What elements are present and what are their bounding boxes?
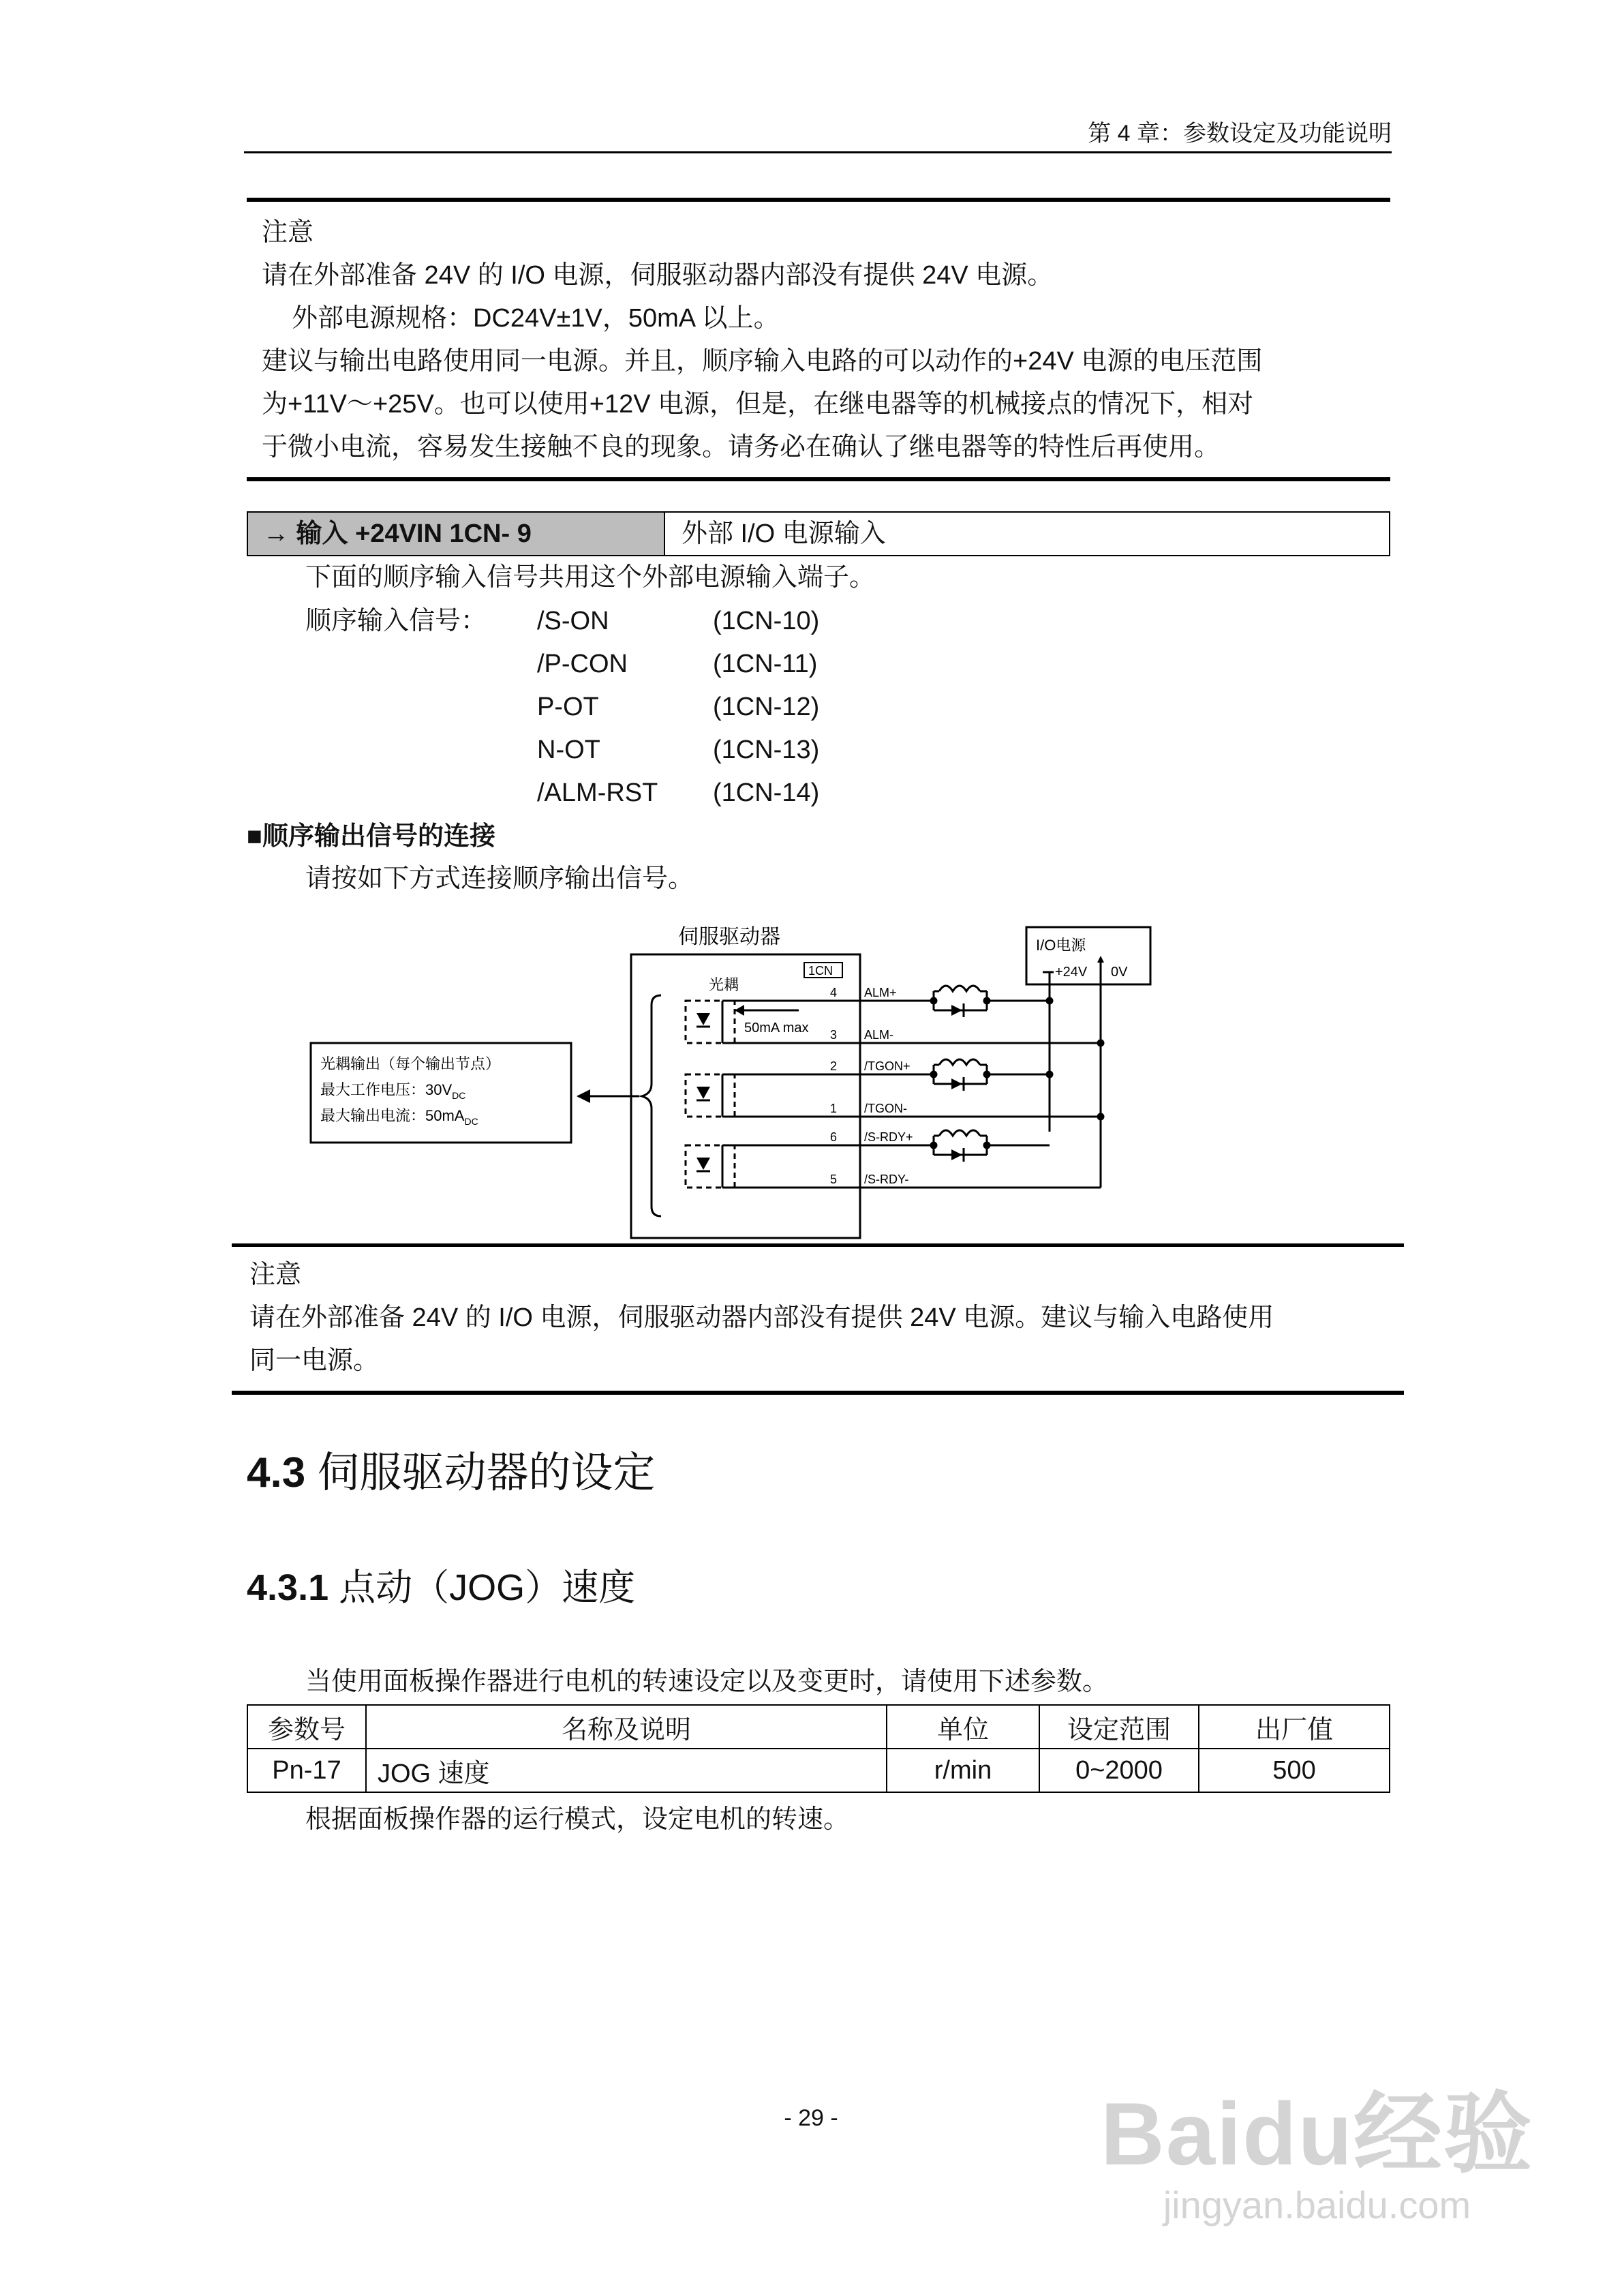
relay-1 — [931, 982, 990, 1020]
signal-pin: (1CN-13) — [713, 736, 820, 764]
relay-3 — [931, 1126, 990, 1164]
signal-pin: (1CN-14) — [713, 779, 820, 807]
signal-name: N-OT — [537, 736, 600, 764]
signal-name: /ALM-RST — [537, 779, 658, 807]
note-title: 注意 — [262, 218, 314, 247]
table-header-cell: 单位 — [887, 1705, 1039, 1749]
v24-label: +24V — [1055, 965, 1088, 980]
signal-pin: (1CN-11) — [713, 650, 818, 678]
note-box-bottom — [232, 1243, 1404, 1395]
page-number: - 29 - — [784, 2105, 838, 2131]
table-row — [247, 1749, 1390, 1792]
coupler-2 — [686, 1074, 735, 1117]
section-heading-4-3: 4.3 伺服驱动器的设定 — [247, 1449, 656, 1496]
svg-text:最大输出电流：50mADC — [320, 1107, 478, 1127]
signal-label: 顺序输入信号： — [305, 607, 487, 635]
pin-name: ALM- — [864, 1028, 894, 1042]
output-brace — [642, 995, 661, 1216]
signal-pin: (1CN-10) — [713, 607, 820, 635]
note-line: 同一电源。 — [249, 1346, 380, 1375]
body-text: 下面的顺序输入信号共用这个外部电源输入端子。 — [305, 563, 876, 592]
current-arrow-head — [735, 1005, 744, 1016]
signal-name: /S-ON — [537, 607, 609, 635]
pin-name: /S-RDY- — [864, 1173, 909, 1186]
watermark — [1101, 2086, 1533, 2229]
note-line: 于微小电流，容易发生接触不良的现象。请务必在确认了继电器等的特性后再使用。 — [262, 433, 1221, 462]
table-cell: r/min — [887, 1749, 1039, 1792]
coupler-3 — [686, 1145, 735, 1188]
table-header-cell: 名称及说明 — [366, 1705, 887, 1749]
note-line: 为+11V～+25V。也可以使用+12V 电源，但是，在继电器等的机械接点的情况下，相对 — [262, 390, 1254, 419]
driver-label: 伺服驱动器 — [678, 926, 780, 948]
info-sub: DC — [464, 1116, 478, 1127]
pin-num: 4 — [830, 986, 838, 999]
io-power-box — [1026, 927, 1150, 984]
param-after-text: 根据面板操作器的运行模式，设定电机的转速。 — [305, 1805, 850, 1834]
table-header-cell: 出厂值 — [1199, 1705, 1390, 1749]
section-heading-output: ■顺序输出信号的连接 — [247, 822, 495, 851]
table-header-cell: 设定范围 — [1039, 1705, 1199, 1749]
info-line: 光耦输出（每个输出节点） — [320, 1055, 501, 1072]
signal-name: P-OT — [537, 693, 599, 721]
watermark-url: jingyan.baidu.com — [1163, 2184, 1471, 2226]
pin-name: /S-RDY+ — [864, 1130, 913, 1144]
pin-num: 6 — [830, 1130, 838, 1144]
note-line: 建议与输出电路使用同一电源。并且，顺序输入电路的可以动作的+24V 电源的电压范围 — [262, 347, 1263, 376]
signal-row — [305, 772, 819, 815]
info-line: 最大输出电流：50mA — [320, 1107, 465, 1124]
note-line: 外部电源规格：DC24V±1V，50mA 以上。 — [292, 304, 780, 333]
pin-name: /TGON- — [864, 1102, 907, 1115]
table-cell: JOG 速度 — [366, 1749, 887, 1792]
signal-row — [305, 729, 819, 772]
io-power-label: I/O电源 — [1036, 937, 1086, 954]
table-header-cell: 参数号 — [247, 1705, 366, 1749]
body-text: 请按如下方式连接顺序输出信号。 — [305, 864, 694, 893]
table-cell: 0~2000 — [1039, 1749, 1199, 1792]
header-rule — [244, 151, 1392, 153]
note-title: 注意 — [249, 1260, 302, 1289]
table-cell: 500 — [1199, 1749, 1390, 1792]
info-sub: DC — [452, 1090, 466, 1101]
coupler-1 — [686, 1001, 735, 1043]
pin-num: 1 — [830, 1102, 838, 1115]
table-header-row — [247, 1705, 1390, 1749]
current-label: 50mA max — [744, 1021, 809, 1036]
param-table — [247, 1704, 1390, 1793]
note-line: 请在外部准备 24V 的 I/O 电源，伺服驱动器内部没有提供 24V 电源。建议与输入电路使用 — [249, 1303, 1274, 1332]
signal-list — [305, 600, 819, 815]
note-box-top — [247, 198, 1390, 481]
pin-name: ALM+ — [864, 986, 897, 999]
signal-row — [305, 643, 819, 686]
relay-2 — [931, 1055, 990, 1093]
svg-text:最大工作电压：30VDC — [320, 1081, 465, 1101]
param-intro: 当使用面板操作器进行电机的转速设定以及变更时，请使用下述参数。 — [305, 1667, 1109, 1696]
coupler-label: 光耦 — [709, 976, 739, 993]
pin-num: 5 — [830, 1173, 838, 1186]
chapter-header: 第 4 章：参数设定及功能说明 — [1088, 121, 1392, 147]
cn-label: 1CN — [808, 964, 833, 978]
note-line: 请在外部准备 24V 的 I/O 电源，伺服驱动器内部没有提供 24V 电源。 — [262, 261, 1054, 290]
section-heading-4-3-1: 4.3.1 点动（JOG）速度 — [247, 1567, 636, 1608]
pin-num: 3 — [830, 1028, 838, 1042]
signal-row — [305, 600, 819, 643]
io-input-signal: → 输入 +24VIN 1CN- 9 — [248, 513, 665, 555]
io-input-box — [247, 511, 1390, 556]
pin-name: /TGON+ — [864, 1059, 911, 1073]
signal-pin: (1CN-12) — [713, 693, 820, 721]
signal-name: /P-CON — [537, 650, 628, 678]
driver-box — [631, 954, 860, 1238]
pin-num: 2 — [830, 1059, 838, 1073]
watermark-logo: Baidu经验 — [1100, 2084, 1533, 2184]
info-line: 最大工作电压：30V — [320, 1081, 453, 1098]
info-arrow-head-icon — [577, 1089, 590, 1103]
io-input-description: 外部 I/O 电源输入 — [682, 519, 886, 548]
table-cell: Pn-17 — [247, 1749, 366, 1792]
v0-label: 0V — [1111, 965, 1128, 980]
output-wiring-diagram — [307, 920, 1165, 1241]
signal-row — [305, 686, 819, 729]
